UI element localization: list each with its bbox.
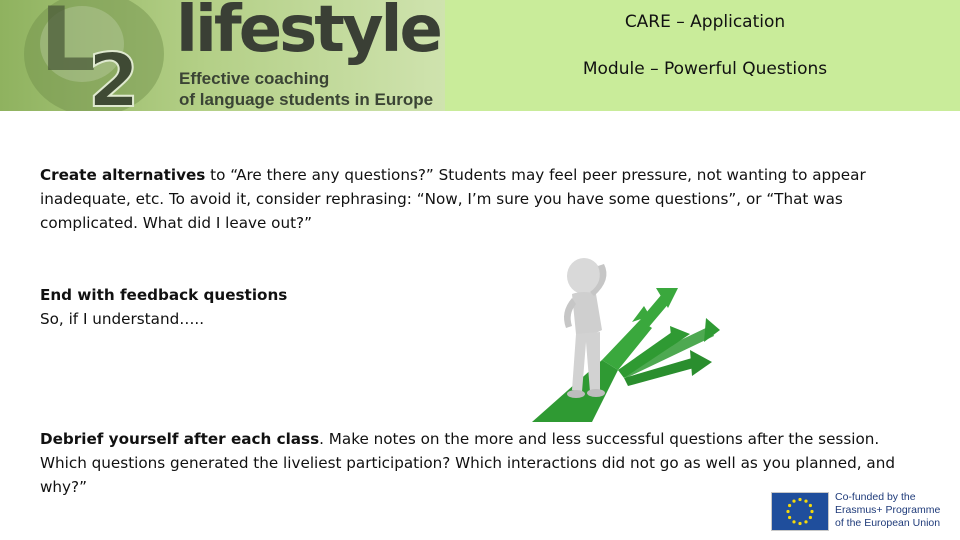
slide-subtitle: Module – Powerful Questions [582, 59, 828, 79]
paragraph-heading: Debrief yourself after each class [40, 430, 320, 448]
thinking-person-crossroads-icon [532, 250, 720, 422]
paragraph-heading: Create alternatives [40, 166, 206, 184]
l2-logo-mark-icon [22, 0, 172, 114]
paragraph-text: to “Are there any questions?” Students may feel peer pressure, not wanting to appear inadequate, etc. To avoid it, consider rephrasing: “Now, I’m sure you have some questions”, or “That was complicated. What did I leave out?” [40, 166, 866, 232]
svg-text:L: L [40, 0, 97, 91]
logo-subtitle-line2: of language students in Europe [179, 90, 434, 109]
paragraph-create-alternatives [40, 163, 920, 235]
paragraph-feedback-questions [40, 283, 520, 331]
eu-text-line3: of the European Union [835, 517, 941, 529]
header-banner [0, 0, 960, 114]
slide-title: CARE – Application [624, 12, 786, 32]
paragraph-heading: End with feedback questions [40, 286, 288, 304]
logo-title: lifestyle [176, 0, 440, 67]
eu-cofunded-text [835, 491, 940, 530]
paragraph-debrief [40, 427, 920, 499]
eu-text-line1: Co-funded by the [835, 491, 916, 503]
eu-text-line2: Erasmus+ Programme [835, 504, 941, 516]
eu-flag-icon [771, 492, 829, 531]
svg-text:2: 2 [88, 38, 140, 114]
logo-subtitle-line1: Effective coaching [179, 69, 330, 88]
l2-lifestyle-logo [0, 0, 445, 114]
paragraph-text: So, if I understand….. [40, 310, 205, 328]
paragraph-text: . Make notes on the more and less successful questions after the session. Which questions generated the liveliest participation? Which interactions did not go as well as you planned, and why?” [40, 430, 895, 496]
eu-cofunded-badge [771, 490, 956, 532]
